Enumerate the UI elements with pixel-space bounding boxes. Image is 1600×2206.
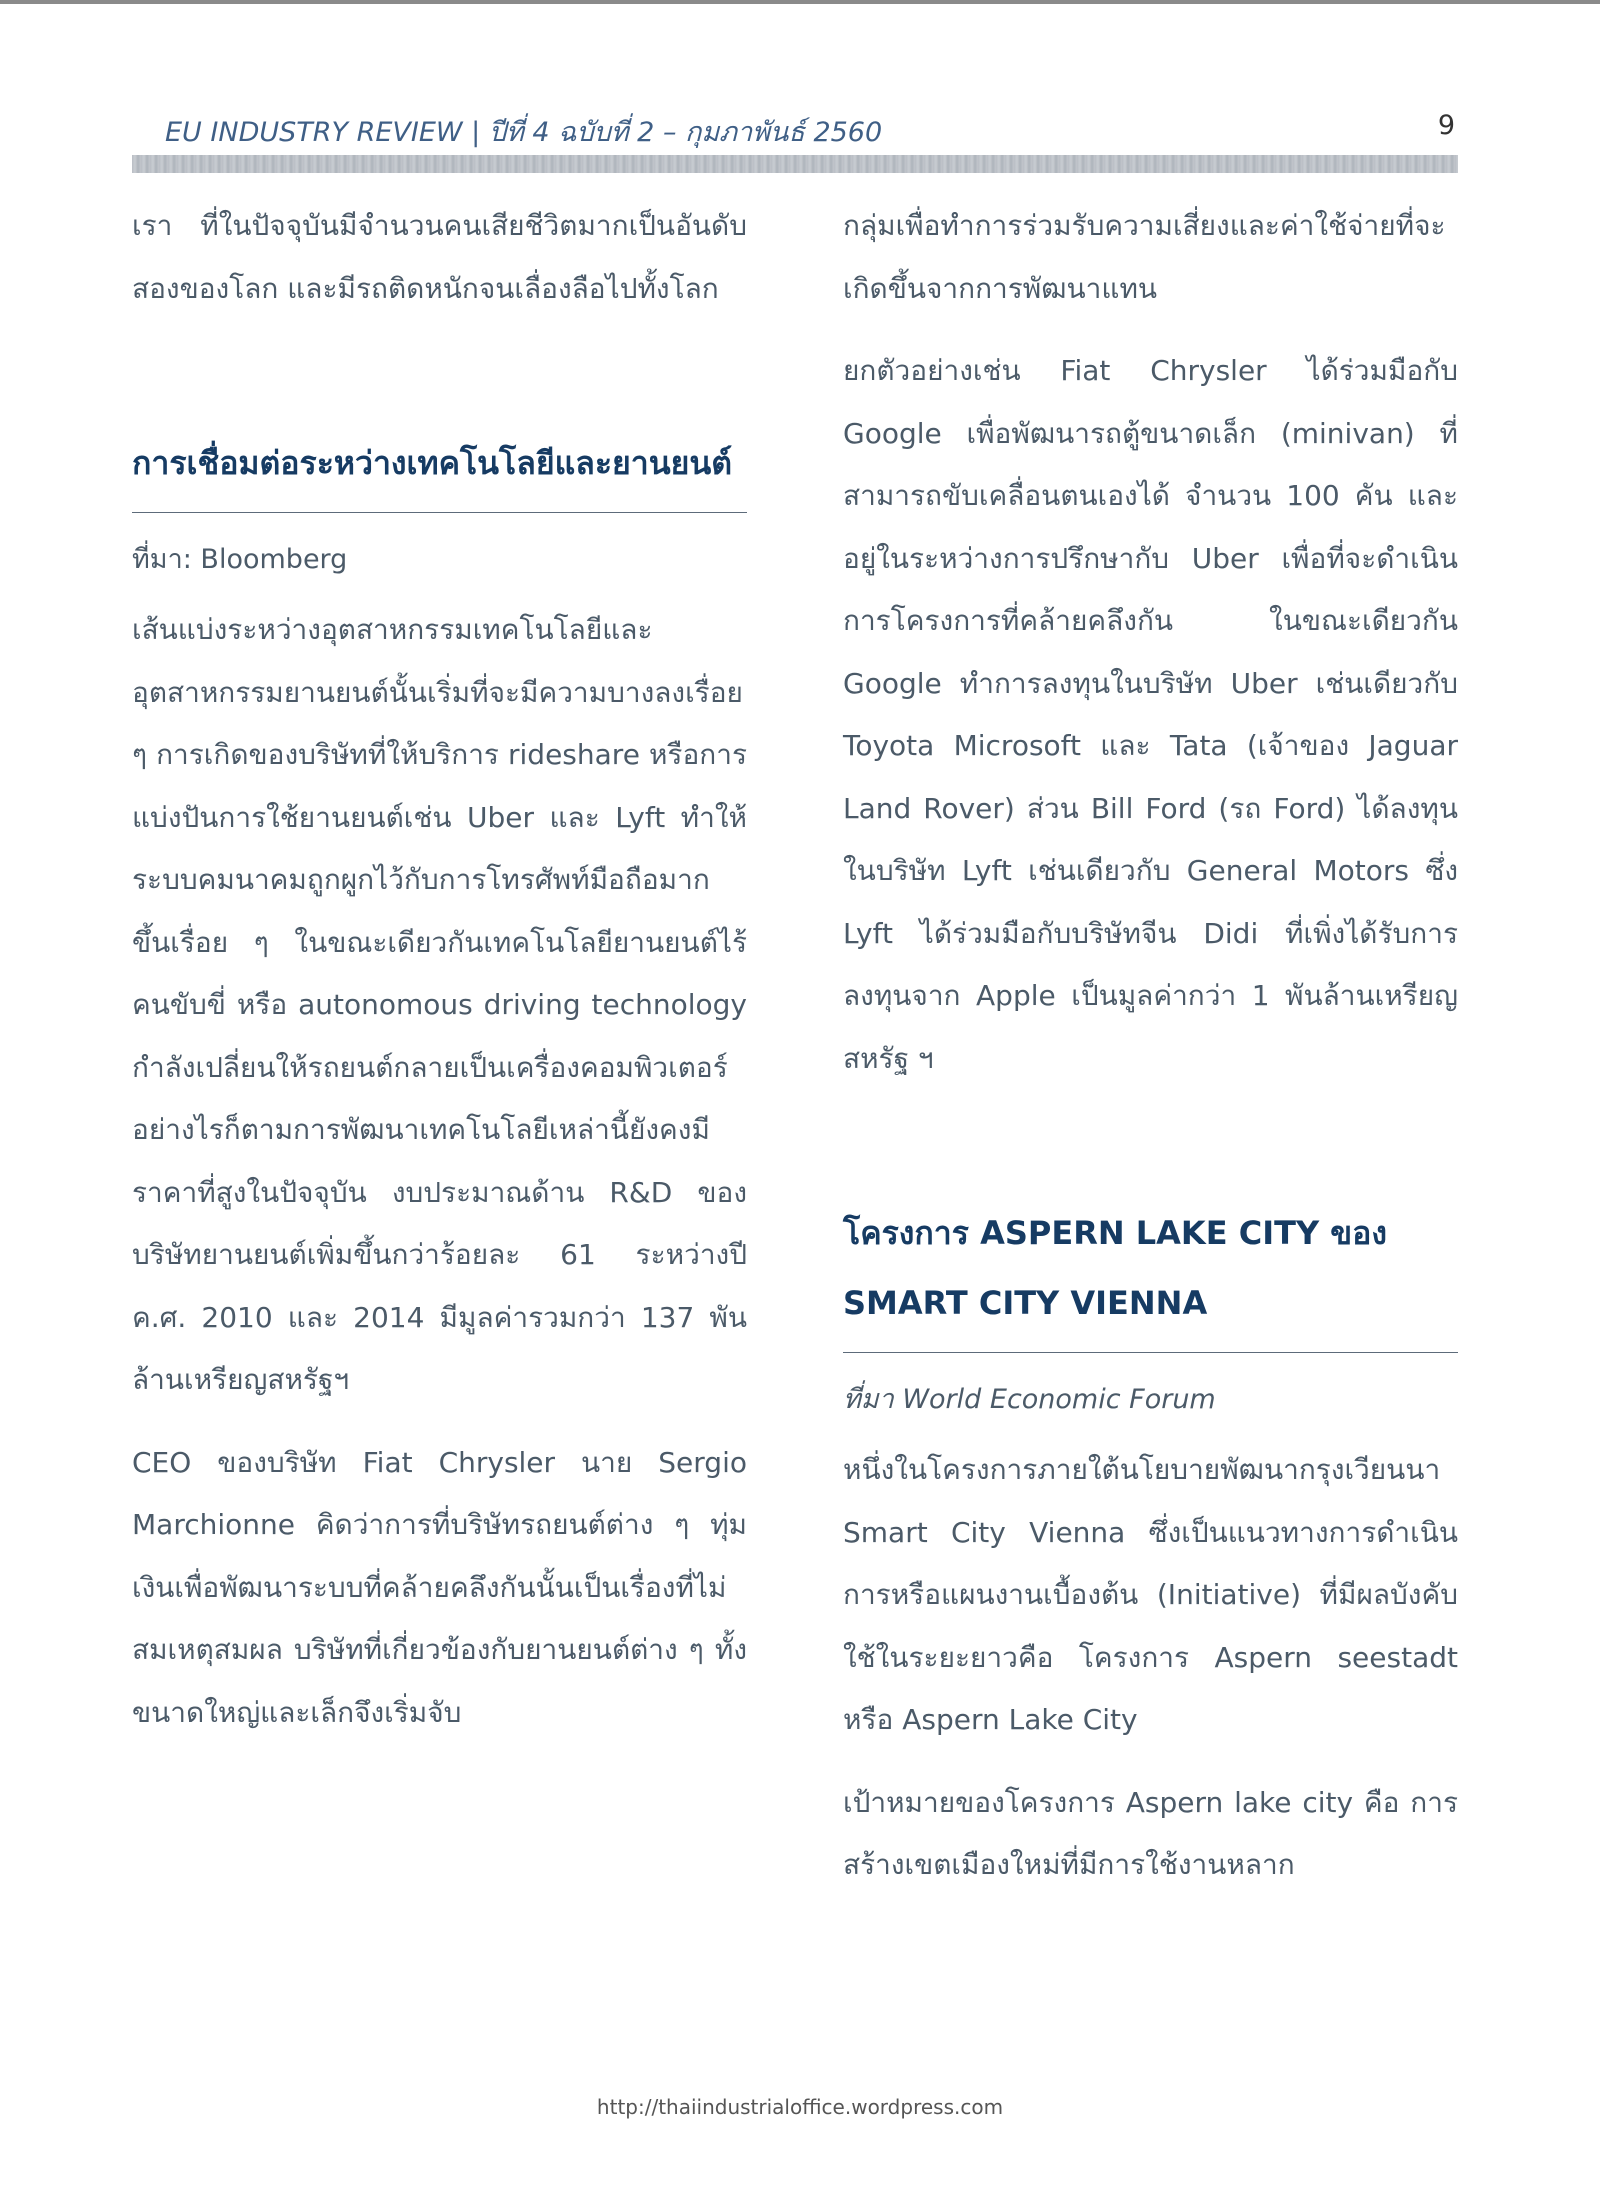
body-paragraph: CEO ของบริษัท Fiat Chrysler นาย Sergio Marchionne คิดว่าการที่บริษัทรถยนต์ต่าง ๆ ทุ่มเงินเพื่อพัฒนาระบบที่คล้ายคลึงกันนั้นเป็นเรื่องที่ไม่สมเหตุสมผล บริษัทที่เกี่ยวข้องกับยานยนต์ต่าง ๆ ทั้งขนาดใหญ่และเล็กจึงเริ่มจับ: [132, 1445, 747, 1729]
section-heading-tech-auto: การเชื่อมต่อระหว่างเทคโนโลยีและยานยนต์: [132, 428, 747, 513]
continued-paragraph: กลุ่มเพื่อทำการร่วมรับความเสี่ยงและค่าใช้จ่ายที่จะเกิดขึ้นจากการพัฒนาแทน: [843, 209, 1446, 305]
footer-url[interactable]: http://thaiindustrialoffice.wordpress.com: [596, 2095, 1004, 2119]
section-heading-aspern: โครงการ ASPERN LAKE CITY ของ SMART CITY VIENNA: [843, 1198, 1458, 1353]
body-paragraph: เส้นแบ่งระหว่างอุตสาหกรรมเทคโนโลยีและอุตสาหกรรมยานยนต์นั้นเริ่มที่จะมีความบางลงเรื่อย ๆ การเกิดของบริษัทที่ให้บริการ rideshare หรือการแบ่งปันการใช้ยานยนต์เช่น Uber และ Lyft ทำให้ระบบคมนาคมถูกผูกไว้กับการโทรศัพท์มือถือมากขึ้นเรื่อย ๆ ในขณะเดียวกันเทคโนโลยียานยนต์ไร้คนขับขี่ หรือ autonomous driving technology กำลังเปลี่ยนให้รถยนต์กลายเป็นเครื่องคอมพิวเตอร์ อย่างไรก็ตามการพัฒนาเทคโนโลยีเหล่านี้ยังคงมีราคาที่สูงในปัจจุบัน งบประมาณด้าน R&D ของบริษัทยานยนต์เพิ่มขึ้นกว่าร้อยละ 61 ระหว่างปี ค.ศ. 2010 และ 2014 มีมูลค่ารวมกว่า 137 พันล้านเหรียญสหรัฐฯ: [132, 613, 747, 1396]
right-column: [843, 195, 1458, 1897]
source-line: ที่มา World Economic Forum: [843, 1384, 1216, 1415]
left-column: [132, 195, 747, 1744]
body-paragraph: เป้าหมายของโครงการ Aspern lake city คือ การสร้างเขตเมืองใหม่ที่มีการใช้งานหลาก: [843, 1785, 1458, 1881]
intro-paragraph: เรา ที่ในปัจจุบันมีจำนวนคนเสียชีวิตมากเป็นอันดับสองของโลก และมีรถติดหนักจนเลื่องลือไปทั้งโลก: [132, 209, 747, 305]
body-paragraph: หนึ่งในโครงการภายใต้นโยบายพัฒนากรุงเวียนนา Smart City Vienna ซึ่งเป็นแนวทางการดำเนินการหรือแผนงานเบื้องต้น (Initiative) ที่มีผลบังคับใช้ในระยะยาวคือ โครงการ Aspern seestadt หรือ Aspern Lake City: [843, 1453, 1458, 1736]
source-line: ที่มา: Bloomberg: [132, 544, 348, 575]
publication-title: EU INDUSTRY REVIEW | ปีที่ 4 ฉบับที่ 2 – กุมภาพันธ์ 2560: [165, 117, 883, 148]
page-header: [165, 110, 1455, 150]
header-rule-bar: [132, 155, 1458, 173]
page-number: 9: [1437, 110, 1455, 141]
body-paragraph: ยกตัวอย่างเช่น Fiat Chrysler ได้ร่วมมือกับ Google เพื่อพัฒนารถตู้ขนาดเล็ก (minivan) ที่สามารถขับเคลื่อนตนเองได้ จำนวน 100 คัน และอยู่ในระหว่างการปรึกษากับ Uber เพื่อที่จะดำเนินการโครงการที่คล้ายคลึงกัน ในขณะเดียวกัน Google ทำการลงทุนในบริษัท Uber เช่นเดียวกับ Toyota Microsoft และ Tata (เจ้าของ Jaguar Land Rover) ส่วน Bill Ford (รถ Ford) ได้ลงทุนในบริษัท Lyft เช่นเดียวกับ General Motors ซึ่ง Lyft ได้ร่วมมือกับบริษัทจีน Didi ที่เพิ่งได้รับการลงทุนจาก Apple เป็นมูลค่ากว่า 1 พันล้านเหรียญสหรัฐ ฯ: [843, 354, 1458, 1075]
top-edge-line: [0, 0, 1600, 4]
